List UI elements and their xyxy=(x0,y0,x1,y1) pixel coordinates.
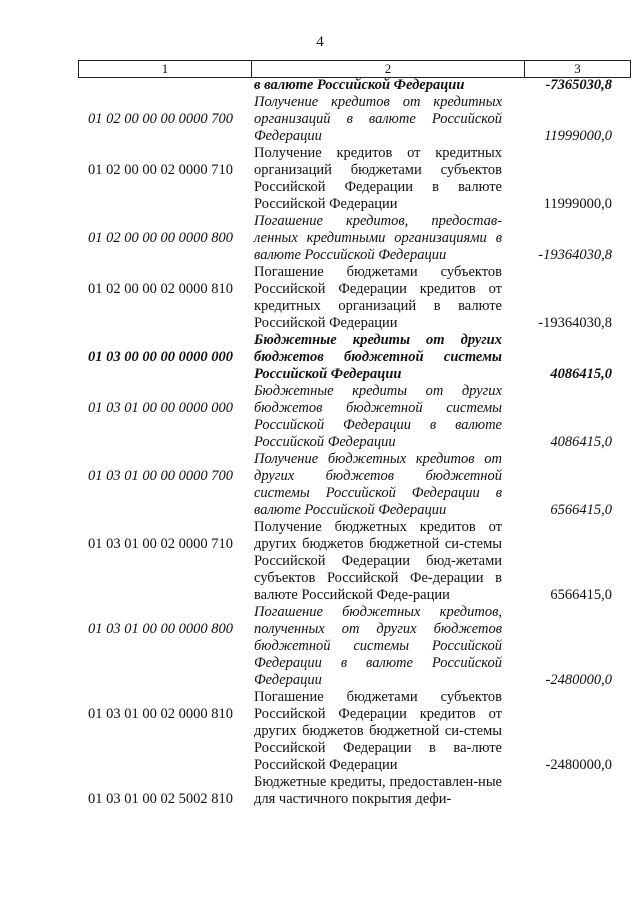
budget-code: 01 02 00 00 00 0000 700 xyxy=(88,111,233,127)
budget-code: 01 03 01 00 00 0000 700 xyxy=(88,468,233,484)
table-row xyxy=(78,774,630,808)
table-row xyxy=(78,94,630,145)
row-amount: 11999000,0 xyxy=(543,196,612,212)
row-amount: -2480000,0 xyxy=(545,757,612,773)
row-amount: 4086415,0 xyxy=(550,366,612,382)
row-description: Бюджетные кредиты от других бюджетов бюджетной системы Российской Федерации xyxy=(254,332,502,382)
column-header-2: 2 xyxy=(252,61,525,77)
table-row xyxy=(78,689,630,774)
budget-code: 01 03 01 00 00 0000 800 xyxy=(88,621,233,637)
page-number: 4 xyxy=(316,34,324,50)
table-row xyxy=(78,145,630,213)
row-amount: -19364030,8 xyxy=(538,247,612,263)
budget-code: 01 03 01 00 02 5002 810 xyxy=(88,791,233,807)
row-amount: -2480000,0 xyxy=(545,672,612,688)
table-row xyxy=(78,519,630,604)
table-row xyxy=(78,213,630,264)
row-description: Погашение бюджетами субъектов Российской Федерации кредитов от кредитных организаций в валюте Российской Федерации xyxy=(254,264,502,331)
column-header-1: 1 xyxy=(79,61,252,77)
table-row xyxy=(78,77,630,94)
row-description: Получение бюджетных кредитов от других бюджетов бюджетной системы Российской Федерации в валюте Российской Федерации xyxy=(254,451,502,518)
row-amount: 6566415,0 xyxy=(550,587,612,603)
row-amount: 11999000,0 xyxy=(544,128,612,144)
row-description: Получение кредитов от кредитных организаций в валюте Российской Федерации xyxy=(254,94,502,144)
budget-code: 01 03 01 00 02 0000 810 xyxy=(88,706,233,722)
row-description: Погашение кредитов, предостав-ленных кредитными организациями в валюте Российской Федерации xyxy=(254,213,502,263)
row-description: Бюджетные кредиты от других бюджетов бюджетной системы Российской Федерации в валюте Российской Федерации xyxy=(254,383,502,450)
budget-code: 01 02 00 00 02 0000 710 xyxy=(88,162,233,178)
table-header xyxy=(78,60,631,78)
row-description: Получение бюджетных кредитов от других бюджетов бюджетной си-стемы Российской Федерации бюд-жетами субъектов Российской Фе-дерации в валюте Российской Феде-рации xyxy=(254,519,502,603)
budget-code: 01 02 00 00 00 0000 800 xyxy=(88,230,233,246)
row-amount: -7365030,8 xyxy=(545,77,612,93)
budget-code: 01 03 01 00 00 0000 000 xyxy=(88,400,233,416)
row-description: Погашение бюджетами субъектов Российской Федерации кредитов от других бюджетов бюджетной си-стемы Российской Федерации в ва-люте Российской Федерации xyxy=(254,689,502,773)
table-row xyxy=(78,264,630,332)
table-body xyxy=(78,77,630,808)
row-description: Погашение бюджетных кредитов, полученных от других бюджетов бюджетной системы Российской Федерации в валюте Российской Федерации xyxy=(254,604,502,688)
table-row xyxy=(78,604,630,689)
row-description: в валюте Российской Федерации xyxy=(254,77,465,93)
column-header-3: 3 xyxy=(574,61,581,76)
budget-code: 01 03 01 00 02 0000 710 xyxy=(88,536,233,552)
row-description: Получение кредитов от кредитных организаций бюджетами субъектов Российской Федерации в валюте Российской Федерации xyxy=(254,145,502,212)
table-row xyxy=(78,332,630,383)
row-description: Бюджетные кредиты, предоставлен-ные для частичного покрытия дефи- xyxy=(254,774,502,807)
row-amount: -19364030,8 xyxy=(538,315,612,331)
table-row xyxy=(78,451,630,519)
table-row xyxy=(78,383,630,451)
budget-code: 01 03 00 00 00 0000 000 xyxy=(88,349,233,365)
row-amount: 6566415,0 xyxy=(550,502,612,518)
row-amount: 4086415,0 xyxy=(550,434,612,450)
budget-code: 01 02 00 00 02 0000 810 xyxy=(88,281,233,297)
